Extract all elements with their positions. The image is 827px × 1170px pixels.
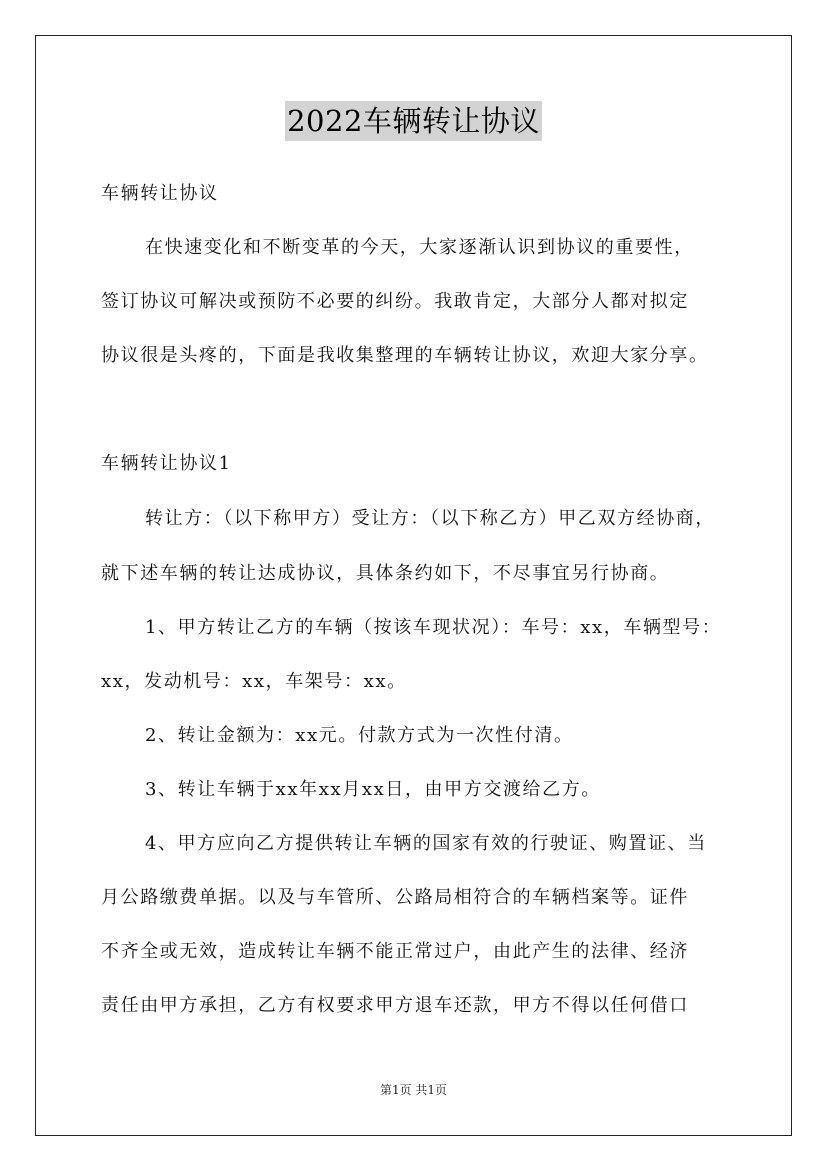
paragraph-line: 4、甲方应向乙方提供转让车辆的国家有效的行驶证、购置证、当 xyxy=(145,833,707,854)
paragraph-line: 月公路缴费单据。以及与车管所、公路局相符合的车辆档案等。证件 xyxy=(101,887,689,908)
paragraph-line: 签订协议可解决或预防不必要的纠纷。我敢肯定，大部分人都对拟定 xyxy=(101,291,689,312)
paragraph-line: 责任由甲方承担，乙方有权要求甲方退车还款，甲方不得以任何借口 xyxy=(101,995,689,1016)
paragraph-line: 1、甲方转让乙方的车辆（按该车现状况）：车号：xx，车辆型号： xyxy=(145,617,722,638)
paragraph-line: 协议很是头疼的，下面是我收集整理的车辆转让协议，欢迎大家分享。 xyxy=(101,345,709,366)
paragraph-line: 转让方：（以下称甲方）受让方：（以下称乙方）甲乙双方经协商， xyxy=(145,508,715,529)
paragraph-line: 3、转让车辆于xx年xx月xx日，由甲方交渡给乙方。 xyxy=(145,779,601,800)
paragraph-line: 就下述车辆的转让达成协议，具体条约如下，不尽事宜另行协商。 xyxy=(101,563,670,584)
title-wrap xyxy=(0,101,827,141)
document-title: 2022车辆转让协议 xyxy=(285,101,542,141)
paragraph-line: xx，发动机号：xx，车架号：xx。 xyxy=(101,671,407,692)
paragraph-line: 2、转让金额为：xx元。付款方式为一次性付清。 xyxy=(145,725,574,746)
paragraph-line: 在快速变化和不断变革的今天，大家逐渐认识到协议的重要性， xyxy=(145,237,694,258)
section-heading: 车辆转让协议1 xyxy=(101,453,232,474)
page-footer: 第1页 共1页 xyxy=(379,1083,448,1097)
section-heading: 车辆转让协议 xyxy=(101,183,219,204)
paragraph-line: 不齐全或无效，造成转让车辆不能正常过户，由此产生的法律、经济 xyxy=(101,941,689,962)
